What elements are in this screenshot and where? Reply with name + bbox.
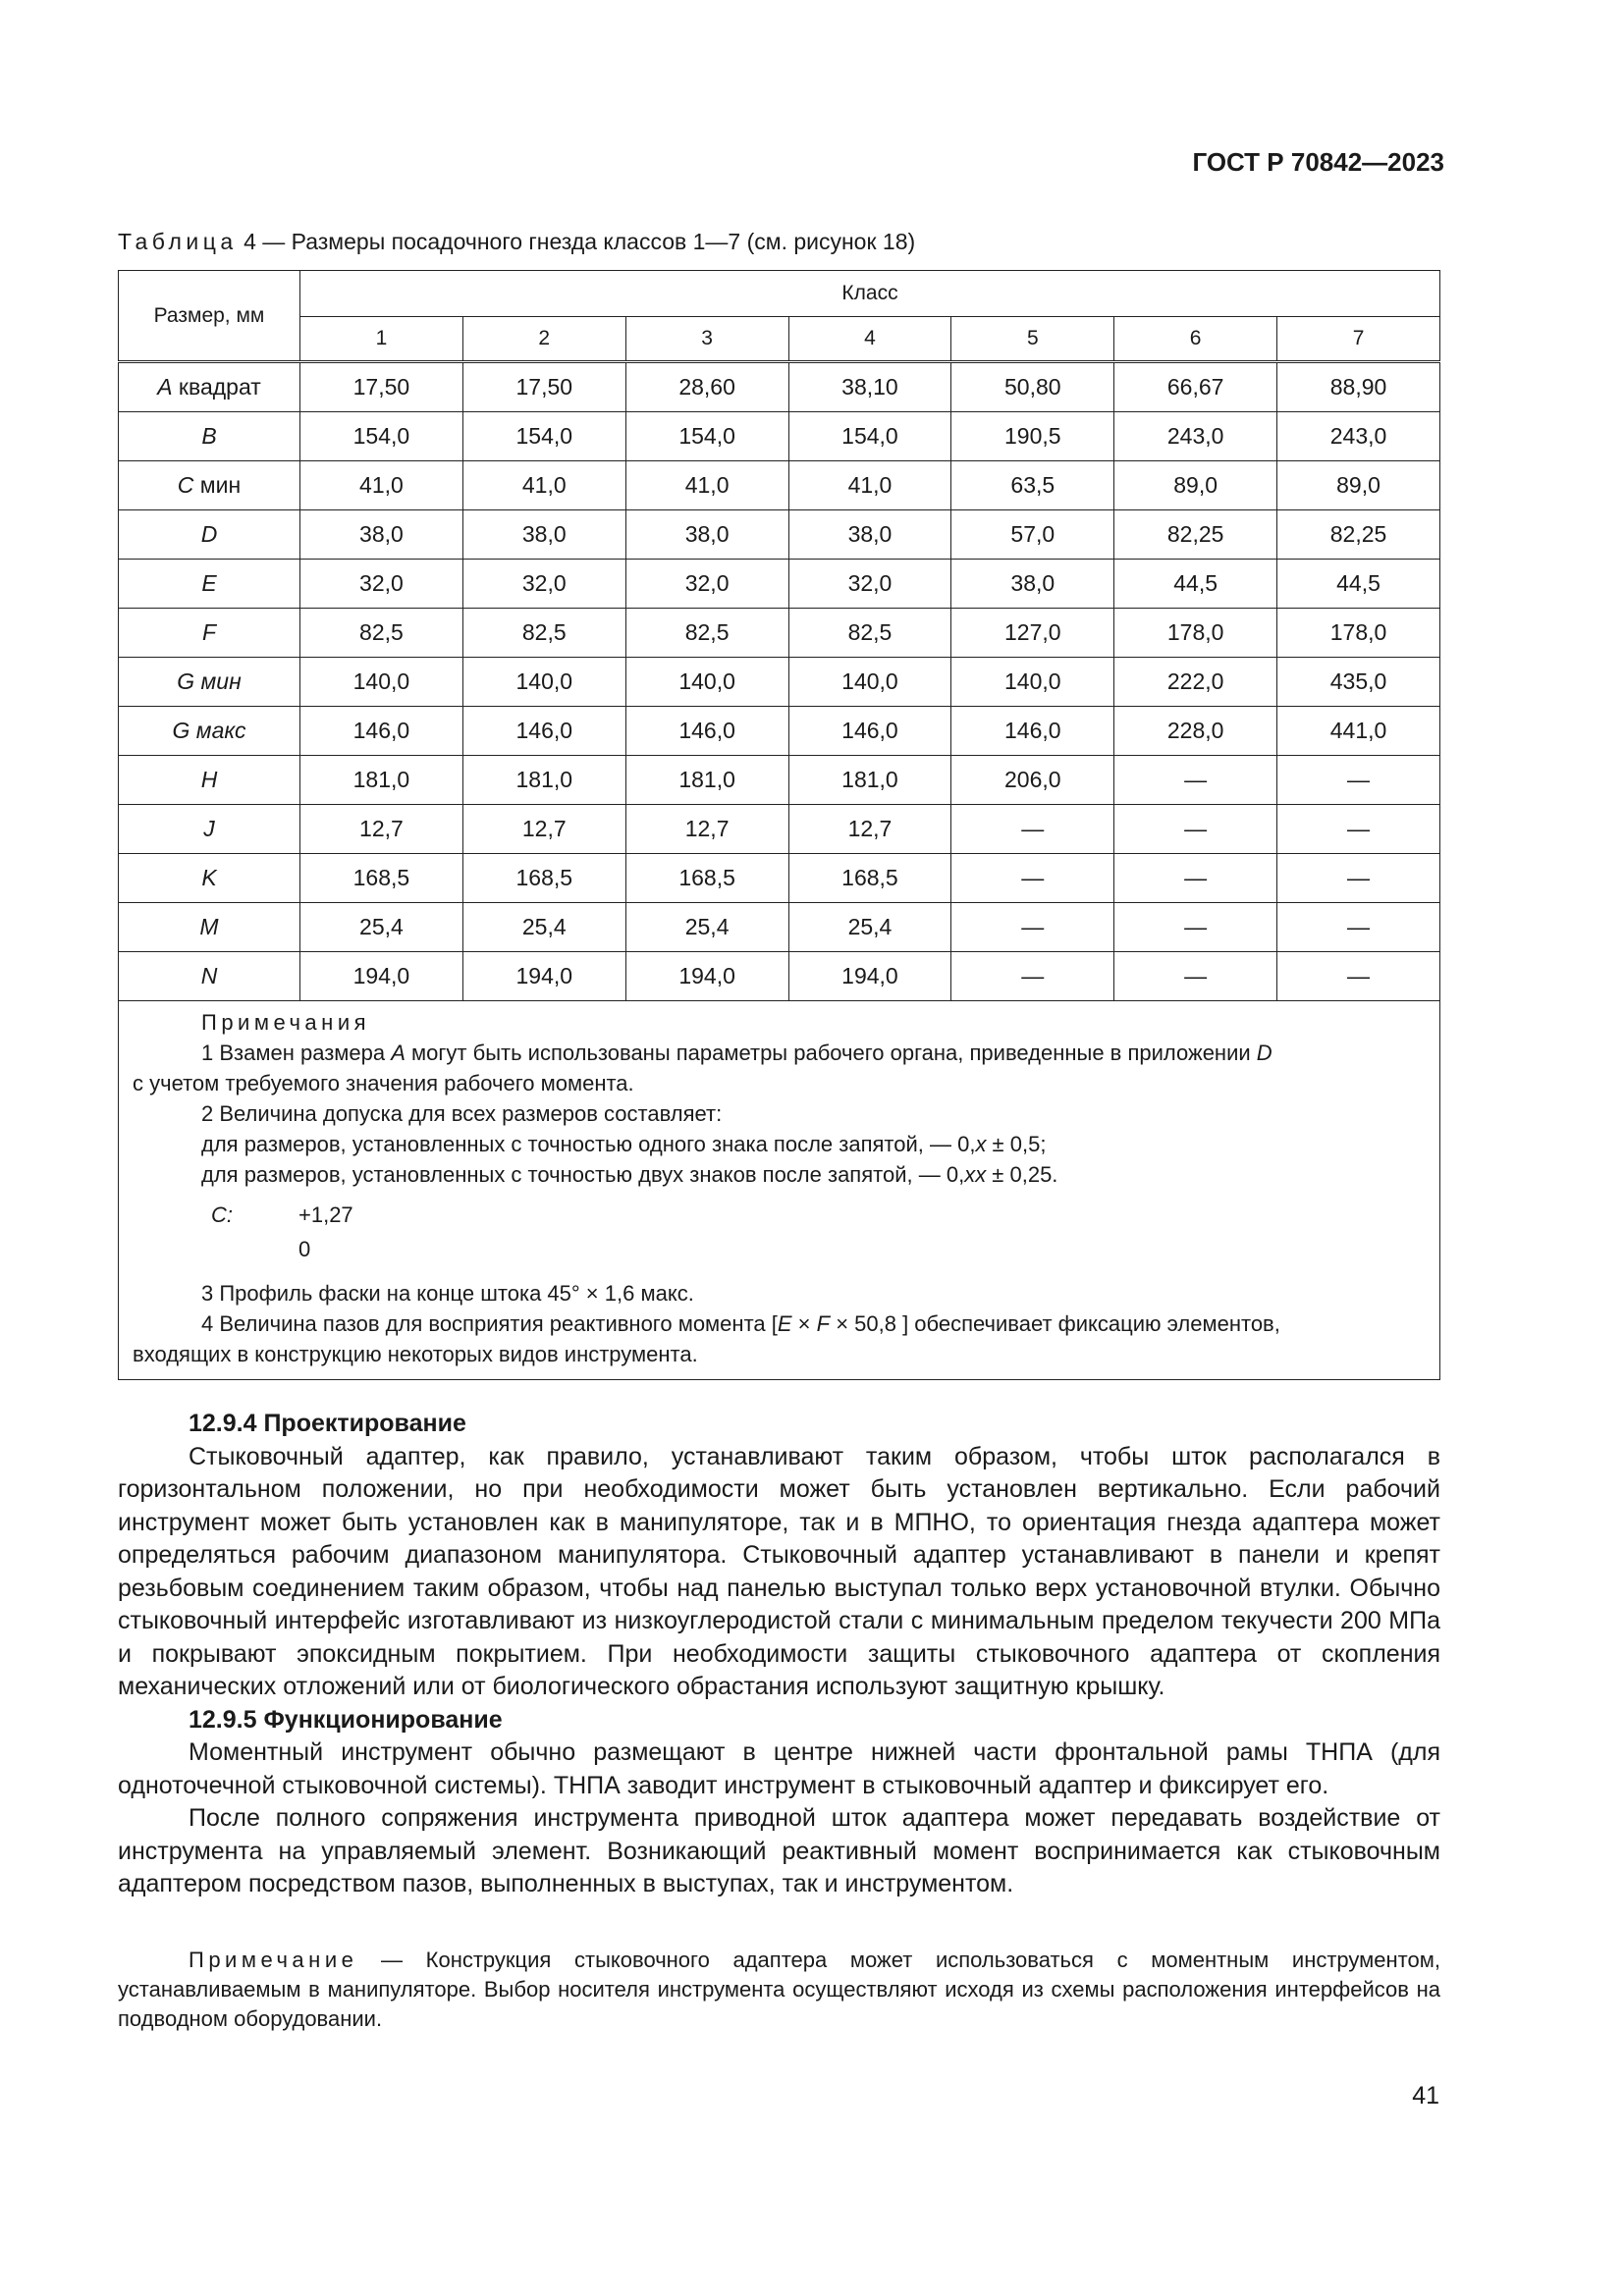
row-label-letter: J	[203, 816, 215, 841]
table-row	[119, 461, 1440, 510]
row-label	[119, 461, 300, 510]
section-12-9-4-heading: 12.9.4 Проектирование	[189, 1410, 466, 1437]
note-4-a: 4 Величина пазов для восприятия реактивного момента [	[201, 1311, 778, 1336]
table-cell: 44,5	[1114, 560, 1277, 609]
table-cell: —	[1114, 903, 1277, 952]
table-row	[119, 609, 1440, 658]
table-cell: —	[951, 805, 1114, 854]
class-number-header: 6	[1114, 317, 1277, 362]
table-cell: 140,0	[951, 658, 1114, 707]
table-row	[119, 952, 1440, 1001]
row-label	[119, 854, 300, 903]
table-caption-prefix: Таблица	[118, 229, 238, 254]
table-cell: 140,0	[788, 658, 951, 707]
table-cell: 146,0	[788, 707, 951, 756]
table-cell: 168,5	[462, 854, 625, 903]
table-cell: 28,60	[625, 362, 788, 412]
note-2-line-1	[133, 1129, 1426, 1159]
table-caption-text: 4 — Размеры посадочного гнезда классов 1—7 (см. рисунок 18)	[237, 229, 916, 254]
row-label-letter: C	[177, 472, 194, 498]
table-cell: 50,80	[951, 362, 1114, 412]
table-cell: 168,5	[625, 854, 788, 903]
row-label-letter: D	[200, 521, 218, 547]
table-row	[119, 362, 1440, 412]
table-cell: 146,0	[625, 707, 788, 756]
table-cell: 181,0	[788, 756, 951, 805]
table-cell: 154,0	[788, 412, 951, 461]
table-cell: 181,0	[625, 756, 788, 805]
note-2-line-1-b: x	[975, 1132, 987, 1156]
class-number-header: 1	[300, 317, 463, 362]
table-cell: 66,67	[1114, 362, 1277, 412]
table-cell: —	[1277, 805, 1440, 854]
table-cell: 41,0	[300, 461, 463, 510]
table-cell: 206,0	[951, 756, 1114, 805]
row-label	[119, 510, 300, 560]
footnote	[118, 1946, 1440, 2034]
table-cell: —	[1114, 854, 1277, 903]
table-cell: 194,0	[462, 952, 625, 1001]
table-cell: 38,0	[625, 510, 788, 560]
note-1-text-b: А	[391, 1041, 406, 1065]
note-3: 3 Профиль фаски на конце штока 45° × 1,6 макс.	[201, 1281, 694, 1306]
table-cell: 17,50	[462, 362, 625, 412]
table-cell: 25,4	[462, 903, 625, 952]
tolerance-label: С:	[211, 1202, 233, 1227]
table-cell: 82,25	[1114, 510, 1277, 560]
table-cell: 41,0	[788, 461, 951, 510]
table-cell: 154,0	[300, 412, 463, 461]
note-4-e: × 50,8 ] обеспечивает фиксацию элементов,	[830, 1311, 1280, 1336]
note-1-text-a: 1 Взамен размера	[201, 1041, 392, 1065]
table-cell: 25,4	[625, 903, 788, 952]
note-4-continuation: входящих в конструкцию некоторых видов инструмента.	[133, 1342, 698, 1366]
table-row	[119, 510, 1440, 560]
table-cell: 228,0	[1114, 707, 1277, 756]
notes-title: Примечания	[201, 1010, 371, 1035]
table-row	[119, 707, 1440, 756]
table-notes	[119, 1001, 1440, 1380]
note-2-title: 2 Величина допуска для всех размеров составляет:	[201, 1101, 723, 1126]
table-cell: 82,5	[462, 609, 625, 658]
table-cell: 82,25	[1277, 510, 1440, 560]
table-cell: 38,10	[788, 362, 951, 412]
table-cell: 38,0	[788, 510, 951, 560]
class-number-header: 2	[462, 317, 625, 362]
table-cell: 82,5	[788, 609, 951, 658]
note-1-text-d: D	[1256, 1041, 1272, 1065]
table-row	[119, 658, 1440, 707]
note-2-line-1-c: ± 0,5;	[986, 1132, 1047, 1156]
note-1	[133, 1038, 1426, 1068]
table-cell: 41,0	[625, 461, 788, 510]
row-label-letter: H	[200, 767, 218, 792]
table-cell: 140,0	[300, 658, 463, 707]
row-label-letter: E	[201, 570, 217, 596]
table-cell: —	[951, 903, 1114, 952]
row-label-letter: G макс	[172, 718, 246, 743]
table-cell: 154,0	[462, 412, 625, 461]
footnote-text: — Конструкция стыковочного адаптера может использоваться с моментным инструментом, устанавливаемым в манипуляторе. Выбор носителя инструмента осуществляют исходя из схемы расположения интерфейсов на подводном оборудовании.	[118, 1948, 1440, 2031]
table-cell: 243,0	[1114, 412, 1277, 461]
row-label-suffix: мин	[193, 472, 242, 498]
table-cell: 243,0	[1277, 412, 1440, 461]
table-cell: 168,5	[300, 854, 463, 903]
row-label	[119, 903, 300, 952]
table-cell: 190,5	[951, 412, 1114, 461]
table-row	[119, 903, 1440, 952]
table-cell: —	[951, 854, 1114, 903]
table-cell: 32,0	[788, 560, 951, 609]
table-row	[119, 854, 1440, 903]
section-12-9-5-paragraph-1: Моментный инструмент обычно размещают в центре нижней части фронтальной рамы ТНПА (для одноточечной стыковочной системы). ТНПА заводит инструмент в стыковочный адаптер и фиксирует его.	[118, 1738, 1440, 1799]
table-cell: 140,0	[625, 658, 788, 707]
section-12-9-4-paragraph: Стыковочный адаптер, как правило, устанавливают таким образом, чтобы шток располагался в горизонтальном положении, но при необходимости может быть установлен вертикально. Если рабочий инструмент может быть установлен как в манипуляторе, так и в МПНО, то ориентация гнезда адаптера может определяться рабочим диапазоном манипулятора. Стыковочный адаптер устанавливают в панели и крепят резьбовым соединением таким образом, чтобы над панелью выступал только верх установочной втулки. Обычно стыковочный интерфейс изготавливают из низкоуглеродистой стали с минимальным пределом текучести 200 МПа и покрывают эпоксидным покрытием. При необходимости защиты стыковочного адаптера от скопления механических отложений или от биологического обрастания используют защитную крышку.	[118, 1442, 1440, 1700]
class-number-header: 5	[951, 317, 1114, 362]
table-cell: 25,4	[788, 903, 951, 952]
section-12-9-5-heading: 12.9.5 Функционирование	[189, 1705, 503, 1734]
table-cell: 82,5	[625, 609, 788, 658]
row-label	[119, 362, 300, 412]
table-cell: 82,5	[300, 609, 463, 658]
table-cell: 89,0	[1114, 461, 1277, 510]
table-cell: 63,5	[951, 461, 1114, 510]
tolerance-c	[133, 1200, 1426, 1268]
table-cell: 38,0	[462, 510, 625, 560]
table-cell: —	[1114, 952, 1277, 1001]
table-cell: —	[1114, 756, 1277, 805]
row-label-letter: N	[200, 963, 218, 988]
table-cell: —	[951, 952, 1114, 1001]
table-cell: 435,0	[1277, 658, 1440, 707]
row-label	[119, 658, 300, 707]
row-label-suffix: квадрат	[172, 374, 261, 400]
table-cell: 25,4	[300, 903, 463, 952]
table-row	[119, 560, 1440, 609]
row-label-letter: А	[157, 374, 173, 400]
table-caption	[118, 229, 915, 255]
note-1-text-c: могут быть использованы параметры рабочего органа, приведенные в приложении	[405, 1041, 1257, 1065]
class-number-header: 7	[1277, 317, 1440, 362]
table-cell: 32,0	[300, 560, 463, 609]
table-cell: 181,0	[462, 756, 625, 805]
table-cell: 32,0	[625, 560, 788, 609]
note-2-line-2-c: ± 0,25.	[986, 1162, 1058, 1187]
table-cell: —	[1277, 756, 1440, 805]
note-4	[133, 1308, 1426, 1339]
table-cell: 140,0	[462, 658, 625, 707]
table-cell: 194,0	[625, 952, 788, 1001]
table-row	[119, 412, 1440, 461]
table-cell: 17,50	[300, 362, 463, 412]
note-2-line-2	[133, 1159, 1426, 1190]
table-cell: 168,5	[788, 854, 951, 903]
table-cell: —	[1277, 952, 1440, 1001]
note-4-c: ×	[791, 1311, 817, 1336]
table-cell: 88,90	[1277, 362, 1440, 412]
table-cell: 38,0	[300, 510, 463, 560]
table-cell: 178,0	[1114, 609, 1277, 658]
row-label-letter: G мин	[177, 668, 242, 694]
note-2-line-2-a: для размеров, установленных с точностью двух знаков после запятой, — 0,	[201, 1162, 965, 1187]
class-number-header: 3	[625, 317, 788, 362]
table-cell: 222,0	[1114, 658, 1277, 707]
table-cell: 178,0	[1277, 609, 1440, 658]
note-4-b: E	[777, 1311, 792, 1336]
row-label	[119, 756, 300, 805]
table-cell: 154,0	[625, 412, 788, 461]
table-cell: 194,0	[300, 952, 463, 1001]
table-cell: 57,0	[951, 510, 1114, 560]
table-cell: 12,7	[462, 805, 625, 854]
table-cell: 127,0	[951, 609, 1114, 658]
row-label-letter: M	[199, 914, 219, 939]
table-cell: —	[1277, 903, 1440, 952]
table-cell: —	[1277, 854, 1440, 903]
row-label-letter: K	[201, 865, 217, 890]
table-cell: 44,5	[1277, 560, 1440, 609]
table-cell: 32,0	[462, 560, 625, 609]
note-4-d: F	[816, 1311, 831, 1336]
section-12-9-4	[118, 1408, 1440, 1901]
row-label	[119, 412, 300, 461]
row-label	[119, 609, 300, 658]
note-2-line-1-a: для размеров, установленных с точностью одного знака после запятой, — 0,	[201, 1132, 976, 1156]
row-label-letter: F	[201, 619, 217, 645]
tolerance-upper: +1,27	[298, 1202, 353, 1227]
table-row	[119, 756, 1440, 805]
table-cell: 41,0	[462, 461, 625, 510]
table-cell: 12,7	[625, 805, 788, 854]
table-cell: 146,0	[300, 707, 463, 756]
row-label	[119, 707, 300, 756]
size-column-header: Размер, мм	[119, 271, 300, 362]
table-row	[119, 805, 1440, 854]
class-number-header: 4	[788, 317, 951, 362]
row-label	[119, 952, 300, 1001]
table-cell: —	[1114, 805, 1277, 854]
table-cell: 441,0	[1277, 707, 1440, 756]
footnote-label: Примечание	[189, 1948, 358, 1972]
note-2-line-2-b: xx	[964, 1162, 987, 1187]
table-cell: 194,0	[788, 952, 951, 1001]
section-12-9-5-paragraph-2: После полного сопряжения инструмента приводной шток адаптера может передавать воздействие от инструмента на управляемый элемент. Возникающий реактивный момент воспринимается как стыковочным адаптером посредством пазов, выполненных в выступах, так и инструментом.	[118, 1804, 1440, 1897]
class-header: Класс	[300, 271, 1440, 317]
row-label	[119, 560, 300, 609]
table-cell: 12,7	[788, 805, 951, 854]
table-cell: 146,0	[462, 707, 625, 756]
page-number: 41	[1412, 2082, 1439, 2109]
dimensions-table	[118, 270, 1440, 1380]
note-1-continuation: с учетом требуемого значения рабочего момента.	[133, 1071, 634, 1095]
table-cell: 146,0	[951, 707, 1114, 756]
table-cell: 12,7	[300, 805, 463, 854]
table-cell: 181,0	[300, 756, 463, 805]
row-label-letter: B	[201, 423, 217, 449]
row-label	[119, 805, 300, 854]
table-cell: 89,0	[1277, 461, 1440, 510]
document-id: ГОСТ Р 70842—2023	[1192, 147, 1444, 177]
table-cell: 38,0	[951, 560, 1114, 609]
tolerance-lower: 0	[298, 1237, 311, 1261]
